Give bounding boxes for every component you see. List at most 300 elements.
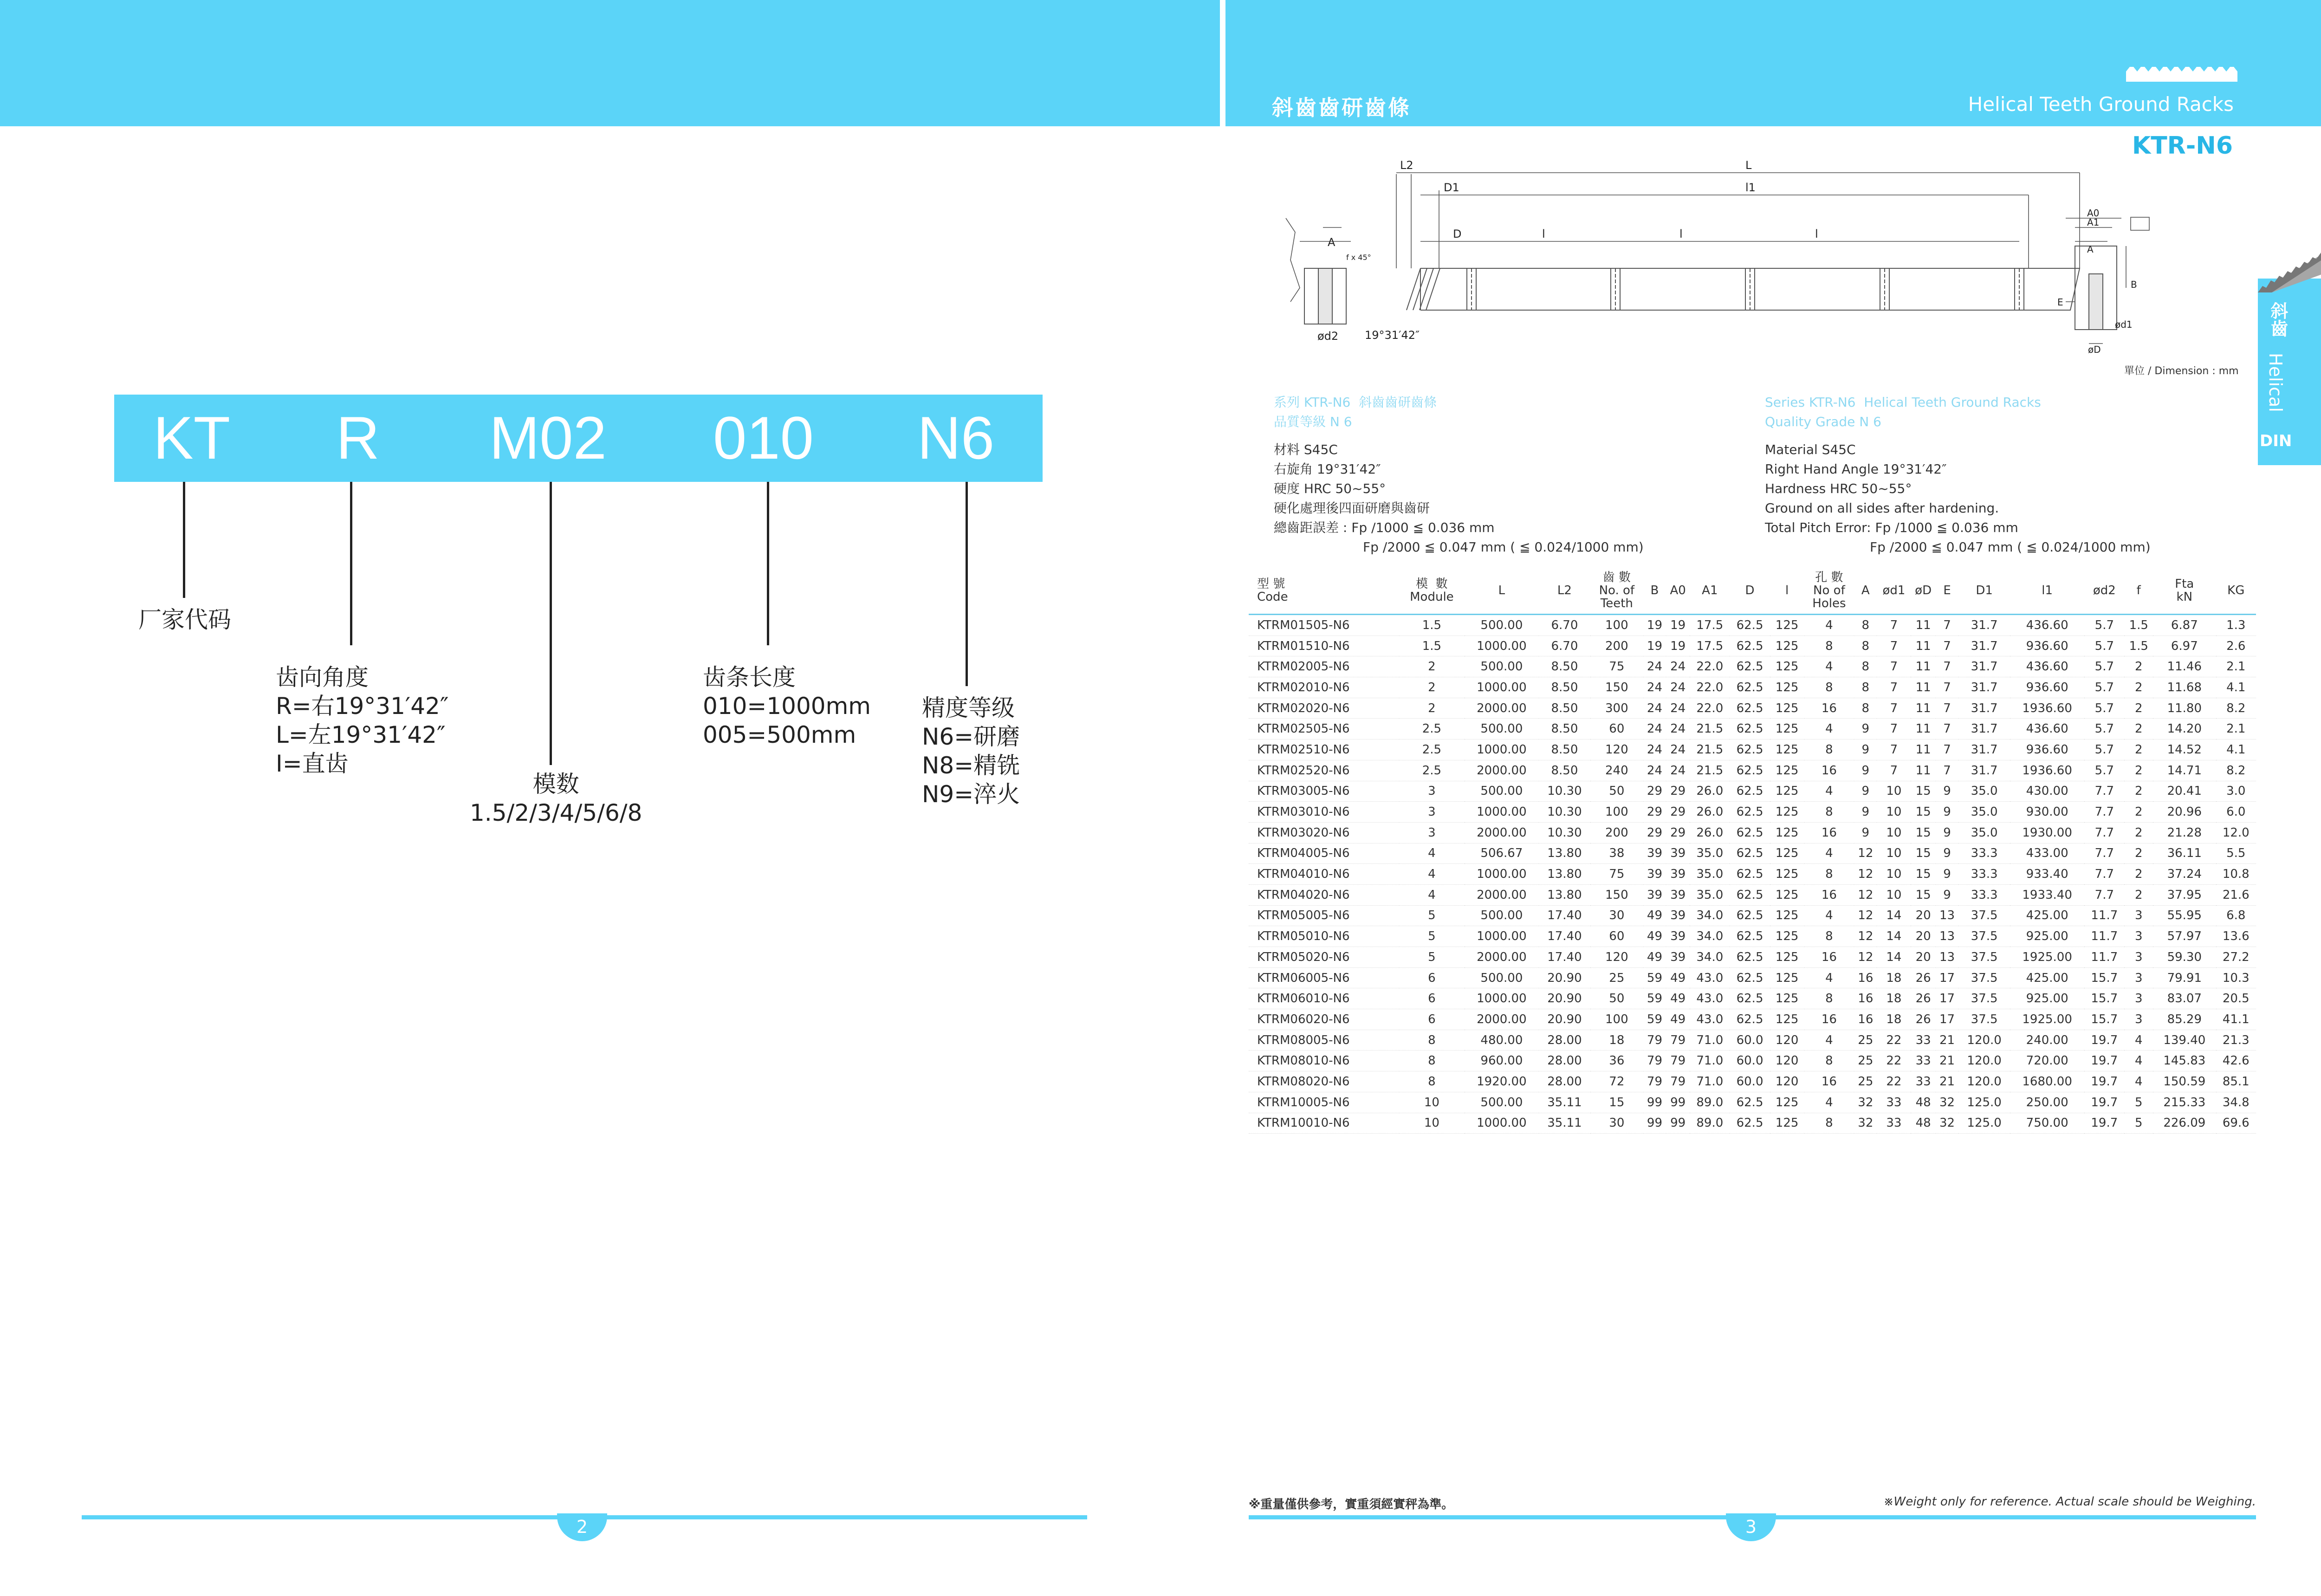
table-cell: 2.1 bbox=[2216, 656, 2256, 677]
table-cell: 2 bbox=[2124, 656, 2153, 677]
table-cell: 35.0 bbox=[1958, 781, 2010, 802]
table-cell: 21 bbox=[1936, 1071, 1958, 1092]
column-header: A bbox=[1854, 567, 1877, 615]
table-cell: 16 bbox=[1804, 822, 1854, 843]
table-cell: 8.50 bbox=[1539, 719, 1590, 740]
table-cell: 75 bbox=[1590, 864, 1643, 885]
table-cell: 30 bbox=[1590, 905, 1643, 926]
rack-thumbnail-icon bbox=[2258, 241, 2321, 292]
table-cell: 24 bbox=[1643, 677, 1666, 698]
table-cell: 37.5 bbox=[1958, 1009, 2010, 1030]
table-cell: 139.40 bbox=[2153, 1030, 2216, 1051]
table-cell: 35.0 bbox=[1690, 884, 1730, 905]
table-cell: 48 bbox=[1911, 1113, 1936, 1134]
spec-body-cn-2: Fp /2000 ≦ 0.047 mm ( ≦ 0.024/1000 mm) bbox=[1363, 539, 1644, 555]
side-tab-din: DIN bbox=[2260, 432, 2292, 450]
table-cell: 6.70 bbox=[1539, 636, 1590, 656]
table-cell: 15 bbox=[1911, 781, 1936, 802]
table-cell: 11 bbox=[1911, 615, 1936, 636]
column-header: f bbox=[2124, 567, 2153, 615]
table-cell: 37.5 bbox=[1958, 926, 2010, 947]
table-cell: 10 bbox=[1399, 1092, 1465, 1113]
table-cell: 62.5 bbox=[1730, 905, 1770, 926]
table-cell: 11 bbox=[1911, 656, 1936, 677]
table-cell: 37.95 bbox=[2153, 884, 2216, 905]
table-cell: 15 bbox=[1590, 1092, 1643, 1113]
table-cell: KTRM05020-N6 bbox=[1249, 947, 1399, 968]
table-cell: 125 bbox=[1770, 698, 1804, 719]
table-cell: 20.41 bbox=[2153, 781, 2216, 802]
table-cell: 79 bbox=[1666, 1030, 1690, 1051]
table-cell: 2 bbox=[2124, 884, 2153, 905]
table-cell: 62.5 bbox=[1730, 1113, 1770, 1134]
table-cell: 16 bbox=[1854, 1009, 1877, 1030]
table-cell: 8 bbox=[1854, 636, 1877, 656]
table-cell: 15 bbox=[1911, 884, 1936, 905]
table-cell: 33.3 bbox=[1958, 864, 2010, 885]
table-cell: 85.29 bbox=[2153, 1009, 2216, 1030]
spec-head-cn: 系列 KTR-N6 斜齒齒研齒條 品質等級 N 6 bbox=[1274, 395, 1437, 429]
table-cell: 13.6 bbox=[2216, 926, 2256, 947]
table-cell: 125 bbox=[1770, 1009, 1804, 1030]
table-cell: 2000.00 bbox=[1465, 1009, 1539, 1030]
table-cell: 43.0 bbox=[1690, 967, 1730, 988]
table-cell: 19 bbox=[1643, 615, 1666, 636]
table-cell: 99 bbox=[1666, 1092, 1690, 1113]
table-row bbox=[1249, 1051, 2256, 1071]
table-cell: 34.8 bbox=[2216, 1092, 2256, 1113]
table-cell: 4 bbox=[1399, 864, 1465, 885]
table-cell: 120.0 bbox=[1958, 1051, 2010, 1071]
column-header: KG bbox=[2216, 567, 2256, 615]
table-cell: 62.5 bbox=[1730, 802, 1770, 823]
table-cell: 2000.00 bbox=[1465, 698, 1539, 719]
table-cell: 16 bbox=[1854, 967, 1877, 988]
table-cell: 17 bbox=[1936, 967, 1958, 988]
table-cell: 1930.00 bbox=[2010, 822, 2084, 843]
table-cell: 16 bbox=[1804, 698, 1854, 719]
table-cell: 7.7 bbox=[2084, 781, 2124, 802]
table-cell: 21.5 bbox=[1690, 760, 1730, 781]
table-cell: 18 bbox=[1877, 1009, 1911, 1030]
table-cell: 49 bbox=[1666, 967, 1690, 988]
table-cell: 125 bbox=[1770, 615, 1804, 636]
table-cell: 24 bbox=[1666, 740, 1690, 760]
table-cell: 15.7 bbox=[2084, 967, 2124, 988]
table-cell: 6 bbox=[1399, 1009, 1465, 1030]
table-cell: 17.40 bbox=[1539, 926, 1590, 947]
table-cell: KTRM03005-N6 bbox=[1249, 781, 1399, 802]
table-cell: 436.60 bbox=[2010, 656, 2084, 677]
table-cell: 79.91 bbox=[2153, 967, 2216, 988]
table-cell: 120 bbox=[1590, 740, 1643, 760]
table-cell: 2 bbox=[2124, 802, 2153, 823]
table-cell: 9 bbox=[1854, 781, 1877, 802]
column-header: l1 bbox=[2010, 567, 2084, 615]
table-cell: 50 bbox=[1590, 988, 1643, 1009]
dimension-labels bbox=[1400, 159, 1818, 240]
table-cell: 79 bbox=[1643, 1051, 1666, 1071]
table-cell: 99 bbox=[1643, 1113, 1666, 1134]
svg-text:L: L bbox=[1745, 159, 1752, 172]
table-cell: 4 bbox=[1804, 1030, 1854, 1051]
table-cell: KTRM05005-N6 bbox=[1249, 905, 1399, 926]
table-cell: 10 bbox=[1877, 843, 1911, 864]
code-seg-direction: R bbox=[336, 404, 380, 472]
rack-body bbox=[1407, 268, 2080, 310]
table-cell: 39 bbox=[1666, 843, 1690, 864]
table-cell: 33 bbox=[1911, 1051, 1936, 1071]
table-cell: 6.87 bbox=[2153, 615, 2216, 636]
table-cell: 15 bbox=[1911, 822, 1936, 843]
table-cell: 1.3 bbox=[2216, 615, 2256, 636]
table-cell: 150 bbox=[1590, 677, 1643, 698]
table-cell: 5.7 bbox=[2084, 760, 2124, 781]
table-cell: 21 bbox=[1936, 1051, 1958, 1071]
table-cell: 10 bbox=[1399, 1113, 1465, 1134]
code-seg-manufacturer: KT bbox=[153, 404, 231, 472]
table-cell: 27.2 bbox=[2216, 947, 2256, 968]
table-cell: 3.0 bbox=[2216, 781, 2256, 802]
table-cell: 60.0 bbox=[1730, 1051, 1770, 1071]
table-cell: 4 bbox=[1804, 1092, 1854, 1113]
table-cell: 7 bbox=[1936, 740, 1958, 760]
table-cell: 5.7 bbox=[2084, 615, 2124, 636]
table-cell: 36.11 bbox=[2153, 843, 2216, 864]
table-cell: 8 bbox=[1854, 698, 1877, 719]
table-cell: 26.0 bbox=[1690, 822, 1730, 843]
table-cell: 37.5 bbox=[1958, 967, 2010, 988]
table-cell: 24 bbox=[1666, 656, 1690, 677]
table-cell: 79 bbox=[1666, 1071, 1690, 1092]
table-cell: 24 bbox=[1643, 698, 1666, 719]
table-cell: 15.7 bbox=[2084, 1009, 2124, 1030]
table-cell: 19.7 bbox=[2084, 1113, 2124, 1134]
svg-text:D: D bbox=[1453, 227, 1462, 240]
table-cell: 21 bbox=[1936, 1030, 1958, 1051]
table-row bbox=[1249, 636, 2256, 656]
table-row bbox=[1249, 947, 2256, 968]
table-cell: 62.5 bbox=[1730, 947, 1770, 968]
table-cell: 14.20 bbox=[2153, 719, 2216, 740]
table-cell: 11 bbox=[1911, 719, 1936, 740]
table-cell: 17.5 bbox=[1690, 615, 1730, 636]
table-cell: 4 bbox=[1804, 905, 1854, 926]
table-cell: 250.00 bbox=[2010, 1092, 2084, 1113]
table-cell: 120.0 bbox=[1958, 1071, 2010, 1092]
table-cell: KTRM08010-N6 bbox=[1249, 1051, 1399, 1071]
table-cell: 11 bbox=[1911, 677, 1936, 698]
leader-line bbox=[966, 482, 968, 686]
table-cell: 71.0 bbox=[1690, 1051, 1730, 1071]
table-cell: 7 bbox=[1936, 698, 1958, 719]
table-cell: 71.0 bbox=[1690, 1071, 1730, 1092]
table-cell: 19 bbox=[1666, 615, 1690, 636]
table-cell: 3 bbox=[1399, 781, 1465, 802]
table-cell: 7 bbox=[1877, 719, 1911, 740]
table-cell: 1000.00 bbox=[1465, 802, 1539, 823]
table-cell: 1933.40 bbox=[2010, 884, 2084, 905]
table-cell: 17 bbox=[1936, 988, 1958, 1009]
table-cell: 1000.00 bbox=[1465, 864, 1539, 885]
table-cell: 21.28 bbox=[2153, 822, 2216, 843]
table-cell: 8 bbox=[1804, 636, 1854, 656]
table-row bbox=[1249, 926, 2256, 947]
table-cell: 22 bbox=[1877, 1071, 1911, 1092]
table-cell: 22.0 bbox=[1690, 698, 1730, 719]
table-cell: 125.0 bbox=[1958, 1092, 2010, 1113]
table-cell: 2.1 bbox=[2216, 719, 2256, 740]
dimension-lines bbox=[1396, 173, 2080, 268]
spec-body-cn: 材料 S45C 右旋角 19°31′42″ 硬度 HRC 50~55° 硬化處理後四面研磨與齒研 總齒距誤差 : Fp /1000 ≦ 0.036 mm bbox=[1274, 442, 1495, 535]
table-cell: 13.80 bbox=[1539, 884, 1590, 905]
table-cell: KTRM01505-N6 bbox=[1249, 615, 1399, 636]
label-module: 模数 1.5/2/3/4/5/6/8 bbox=[470, 771, 642, 826]
table-cell: 9 bbox=[1936, 864, 1958, 885]
table-cell: 75 bbox=[1590, 656, 1643, 677]
table-cell: 2 bbox=[1399, 656, 1465, 677]
table-cell: 25 bbox=[1590, 967, 1643, 988]
column-header: B bbox=[1643, 567, 1666, 615]
table-cell: 6.8 bbox=[2216, 905, 2256, 926]
table-cell: 1000.00 bbox=[1465, 677, 1539, 698]
table-cell: 7 bbox=[1936, 677, 1958, 698]
table-cell: 39 bbox=[1666, 884, 1690, 905]
table-cell: 10.30 bbox=[1539, 822, 1590, 843]
table-cell: 100 bbox=[1590, 615, 1643, 636]
table-cell: 21.3 bbox=[2216, 1030, 2256, 1051]
table-cell: 35.11 bbox=[1539, 1092, 1590, 1113]
table-cell: 7 bbox=[1936, 760, 1958, 781]
table-cell: 20.90 bbox=[1539, 1009, 1590, 1030]
table-cell: 28.00 bbox=[1539, 1030, 1590, 1051]
table-cell: 19 bbox=[1666, 636, 1690, 656]
code-seg-length: 010 bbox=[713, 404, 814, 472]
column-header: Fta kN bbox=[2153, 567, 2216, 615]
table-cell: 62.5 bbox=[1730, 615, 1770, 636]
table-cell: 25 bbox=[1854, 1030, 1877, 1051]
table-cell: 1000.00 bbox=[1465, 1113, 1539, 1134]
table-cell: 37.5 bbox=[1958, 988, 2010, 1009]
svg-text:l: l bbox=[1542, 227, 1545, 240]
table-cell: 8 bbox=[1804, 1113, 1854, 1134]
table-cell: 4 bbox=[1804, 719, 1854, 740]
table-cell: 1000.00 bbox=[1465, 988, 1539, 1009]
table-cell: 7 bbox=[1877, 636, 1911, 656]
table-cell: 29 bbox=[1643, 802, 1666, 823]
table-cell: 62.5 bbox=[1730, 864, 1770, 885]
header-title-cn: 斜齒齒研齒條 bbox=[1272, 95, 1411, 120]
table-cell: 125 bbox=[1770, 988, 1804, 1009]
table-header-row bbox=[1249, 567, 2256, 615]
table-cell: 62.5 bbox=[1730, 698, 1770, 719]
table-cell: 150 bbox=[1590, 884, 1643, 905]
table-cell: 10 bbox=[1877, 802, 1911, 823]
table-row bbox=[1249, 864, 2256, 885]
table-cell: 24 bbox=[1643, 740, 1666, 760]
table-cell: 31.7 bbox=[1958, 760, 2010, 781]
table-cell: 35.0 bbox=[1690, 864, 1730, 885]
table-cell: 11.7 bbox=[2084, 905, 2124, 926]
table-cell: 9 bbox=[1854, 760, 1877, 781]
table-row bbox=[1249, 884, 2256, 905]
table-cell: 8 bbox=[1804, 740, 1854, 760]
table-cell: 436.60 bbox=[2010, 615, 2084, 636]
table-cell: 5.7 bbox=[2084, 677, 2124, 698]
table-cell: 22.0 bbox=[1690, 677, 1730, 698]
table-cell: 31.7 bbox=[1958, 740, 2010, 760]
table-cell: 2 bbox=[1399, 698, 1465, 719]
table-cell: 62.5 bbox=[1730, 843, 1770, 864]
table-cell: 3 bbox=[2124, 905, 2153, 926]
table-cell: 8 bbox=[1804, 926, 1854, 947]
table-cell: 34.0 bbox=[1690, 926, 1730, 947]
table-cell: 7 bbox=[1877, 677, 1911, 698]
table-cell: 15 bbox=[1911, 864, 1936, 885]
svg-text:A: A bbox=[1328, 236, 1336, 249]
leader-line bbox=[550, 482, 552, 765]
table-cell: KTRM10010-N6 bbox=[1249, 1113, 1399, 1134]
table-cell: 9 bbox=[1936, 843, 1958, 864]
table-cell: KTRM02005-N6 bbox=[1249, 656, 1399, 677]
table-cell: KTRM04005-N6 bbox=[1249, 843, 1399, 864]
table-cell: 4 bbox=[1399, 884, 1465, 905]
table-cell: 12 bbox=[1854, 926, 1877, 947]
table-cell: 11 bbox=[1911, 760, 1936, 781]
table-cell: 37.5 bbox=[1958, 947, 2010, 968]
table-cell: 1.5 bbox=[2124, 636, 2153, 656]
table-cell: 11 bbox=[1911, 698, 1936, 719]
table-cell: 38 bbox=[1590, 843, 1643, 864]
table-cell: KTRM03020-N6 bbox=[1249, 822, 1399, 843]
table-cell: 240 bbox=[1590, 760, 1643, 781]
table-cell: 10 bbox=[1877, 781, 1911, 802]
header-title-en: Helical Teeth Ground Racks bbox=[1968, 93, 2234, 116]
table-cell: 6 bbox=[1399, 988, 1465, 1009]
table-cell: 925.00 bbox=[2010, 926, 2084, 947]
table-cell: 2 bbox=[2124, 760, 2153, 781]
table-cell: 4 bbox=[1804, 656, 1854, 677]
table-cell: 125 bbox=[1770, 905, 1804, 926]
table-cell: 150.59 bbox=[2153, 1071, 2216, 1092]
table-cell: 125 bbox=[1770, 760, 1804, 781]
table-cell: KTRM05010-N6 bbox=[1249, 926, 1399, 947]
table-body bbox=[1249, 615, 2256, 1134]
table-cell: 9 bbox=[1854, 719, 1877, 740]
svg-text:B: B bbox=[2131, 279, 2137, 290]
svg-text:A0: A0 bbox=[2087, 208, 2100, 219]
table-cell: 43.0 bbox=[1690, 988, 1730, 1009]
table-cell: 3 bbox=[2124, 1009, 2153, 1030]
table-cell: 125 bbox=[1770, 802, 1804, 823]
table-cell: 25 bbox=[1854, 1071, 1877, 1092]
code-seg-module: M02 bbox=[489, 404, 607, 472]
table-cell: 6 bbox=[1399, 967, 1465, 988]
table-cell: 24 bbox=[1666, 760, 1690, 781]
table-cell: 8 bbox=[1854, 656, 1877, 677]
technical-drawing bbox=[1249, 149, 2251, 371]
table-cell: 24 bbox=[1666, 719, 1690, 740]
table-cell: 14.71 bbox=[2153, 760, 2216, 781]
table-cell: 6.0 bbox=[2216, 802, 2256, 823]
table-cell: 35.0 bbox=[1958, 822, 2010, 843]
table-cell: 9 bbox=[1854, 802, 1877, 823]
table-cell: 19.7 bbox=[2084, 1092, 2124, 1113]
table-cell: 57.97 bbox=[2153, 926, 2216, 947]
table-cell: 25 bbox=[1854, 1051, 1877, 1071]
label-manufacturer: 厂家代码 bbox=[138, 606, 231, 633]
column-header: L2 bbox=[1539, 567, 1590, 615]
table-cell: 20 bbox=[1911, 905, 1936, 926]
table-cell: 4 bbox=[2124, 1030, 2153, 1051]
table-cell: 28.00 bbox=[1539, 1051, 1590, 1071]
table-cell: 7.7 bbox=[2084, 802, 2124, 823]
table-cell: KTRM02010-N6 bbox=[1249, 677, 1399, 698]
spec-table bbox=[1249, 567, 2256, 1134]
spec-head-en: Series KTR-N6 Helical Teeth Ground Racks Quality Grade N 6 bbox=[1765, 395, 2041, 429]
table-cell: 60 bbox=[1590, 926, 1643, 947]
table-cell: 62.5 bbox=[1730, 1092, 1770, 1113]
table-cell: 33 bbox=[1911, 1071, 1936, 1092]
table-cell: 2.5 bbox=[1399, 740, 1465, 760]
right-page-number: 3 bbox=[1726, 1513, 1776, 1541]
svg-text:f x 45°: f x 45° bbox=[1346, 253, 1371, 262]
table-cell: 62.5 bbox=[1730, 656, 1770, 677]
table-cell: 21.5 bbox=[1690, 719, 1730, 740]
table-cell: 2 bbox=[2124, 822, 2153, 843]
table-cell: 200 bbox=[1590, 822, 1643, 843]
table-cell: 33 bbox=[1877, 1092, 1911, 1113]
table-cell: KTRM03010-N6 bbox=[1249, 802, 1399, 823]
table-cell: 8 bbox=[1804, 864, 1854, 885]
table-cell: 49 bbox=[1666, 988, 1690, 1009]
table-cell: 925.00 bbox=[2010, 988, 2084, 1009]
table-cell: 34.0 bbox=[1690, 947, 1730, 968]
table-cell: 1920.00 bbox=[1465, 1071, 1539, 1092]
table-cell: 29 bbox=[1666, 781, 1690, 802]
table-cell: 8 bbox=[1399, 1030, 1465, 1051]
svg-text:øD: øD bbox=[2088, 344, 2101, 355]
table-cell: 29 bbox=[1666, 802, 1690, 823]
table-cell: 4 bbox=[1399, 843, 1465, 864]
table-cell: 39 bbox=[1643, 864, 1666, 885]
table-cell: 125 bbox=[1770, 864, 1804, 885]
table-cell: 8.2 bbox=[2216, 760, 2256, 781]
table-cell: 125 bbox=[1770, 719, 1804, 740]
table-cell: 14 bbox=[1877, 905, 1911, 926]
table-cell: 20.5 bbox=[2216, 988, 2256, 1009]
table-row bbox=[1249, 1071, 2256, 1092]
table-cell: 17 bbox=[1936, 1009, 1958, 1030]
table-cell: 62.5 bbox=[1730, 760, 1770, 781]
table-cell: 9 bbox=[1854, 822, 1877, 843]
svg-text:E: E bbox=[2057, 297, 2063, 308]
footnote-en: ※Weight only for reference. Actual scale should be Weighing. bbox=[1883, 1495, 2256, 1509]
table-cell: 506.67 bbox=[1465, 843, 1539, 864]
table-cell: 33 bbox=[1911, 1030, 1936, 1051]
table-cell: 11.46 bbox=[2153, 656, 2216, 677]
svg-text:19°31′42″: 19°31′42″ bbox=[1365, 329, 1420, 342]
table-cell: 2 bbox=[2124, 719, 2153, 740]
table-cell: 1000.00 bbox=[1465, 740, 1539, 760]
table-cell: 31.7 bbox=[1958, 636, 2010, 656]
table-row bbox=[1249, 1092, 2256, 1113]
table-cell: 2 bbox=[2124, 843, 2153, 864]
table-cell: 12 bbox=[1854, 905, 1877, 926]
table-cell: 16 bbox=[1804, 760, 1854, 781]
table-cell: 4 bbox=[1804, 781, 1854, 802]
table-cell: 226.09 bbox=[2153, 1113, 2216, 1134]
